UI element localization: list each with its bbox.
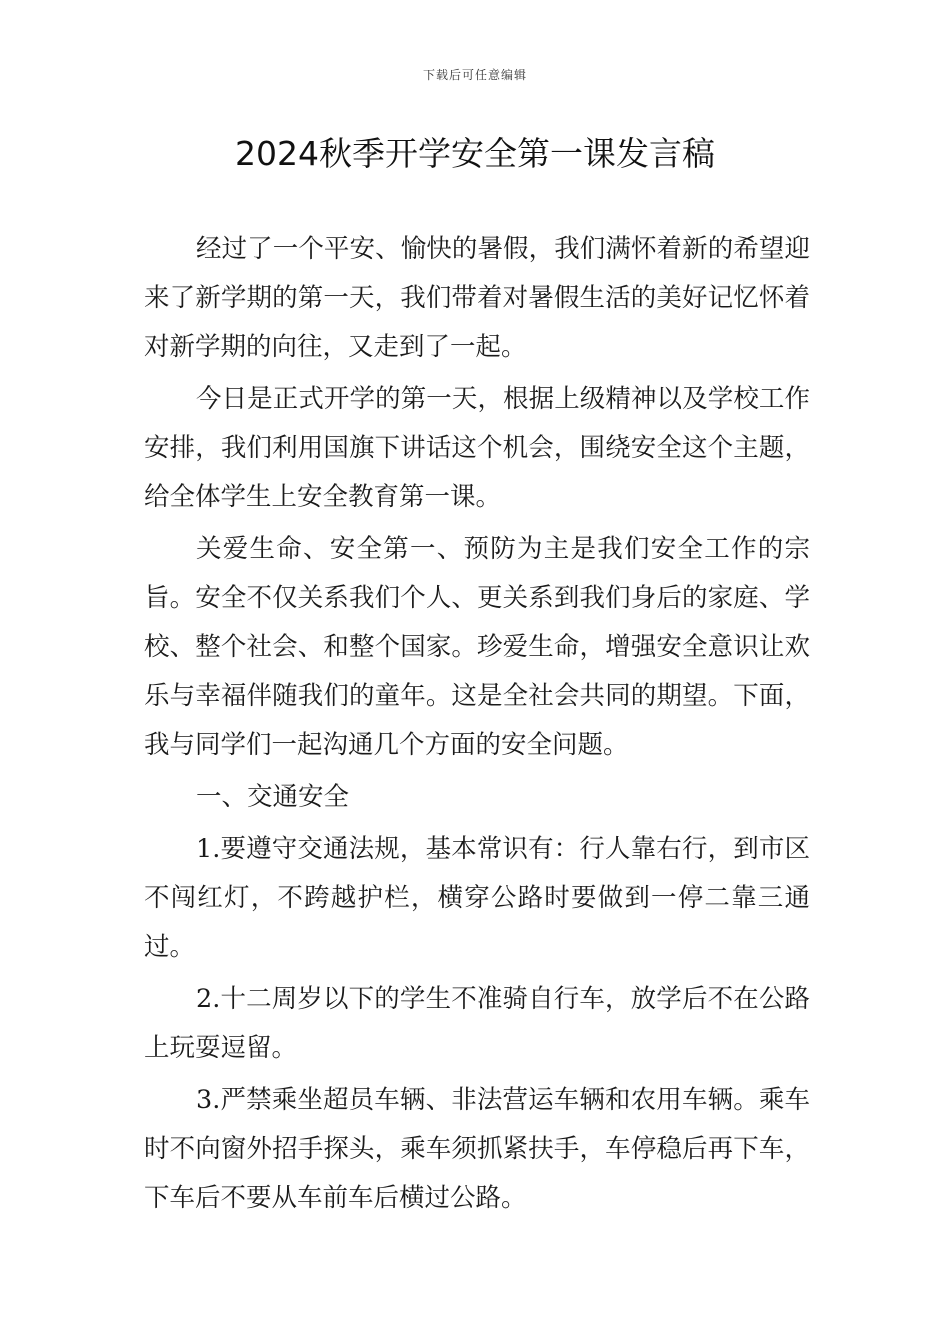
list-item-2: 2.十二周岁以下的学生不准骑自行车，放学后不在公路上玩耍逗留。 bbox=[144, 984, 810, 1063]
paragraph-safety-principle: 关爱生命、安全第一、预防为主是我们安全工作的宗旨。安全不仅关系我们个人、更关系到我们身后的家庭、学校、整个社会、和整个国家。珍爱生命，增强安全意识让欢乐与幸福伴随我们的童年。这是全社会共同的期望。下面，我与同学们一起沟通几个方面的安全问题。 bbox=[144, 534, 810, 760]
document-title: 2024秋季开学安全第一课发言稿 bbox=[235, 134, 715, 173]
paragraph-purpose: 今日是正式开学的第一天，根据上级精神以及学校工作安排，我们利用国旗下讲话这个机会，围绕安全这个主题，给全体学生上安全教育第一课。 bbox=[144, 384, 810, 512]
list-item-3: 3.严禁乘坐超员车辆、非法营运车辆和农用车辆。乘车时不向窗外招手探头，乘车须抓紧扶手，车停稳后再下车，下车后不要从车前车后横过公路。 bbox=[144, 1085, 810, 1213]
header-note: 下载后可任意编辑 bbox=[422, 68, 527, 82]
section-heading-traffic-safety: 一、交通安全 bbox=[196, 782, 350, 812]
document-body bbox=[144, 225, 810, 1226]
list-item-1: 1.要遵守交通法规，基本常识有：行人靠右行，到市区不闯红灯，不跨越护栏，横穿公路时要做到一停二靠三通过。 bbox=[144, 834, 810, 962]
paragraph-opening: 经过了一个平安、愉快的暑假，我们满怀着新的希望迎来了新学期的第一天，我们带着对暑假生活的美好记忆怀着对新学期的向往，又走到了一起。 bbox=[144, 234, 810, 362]
